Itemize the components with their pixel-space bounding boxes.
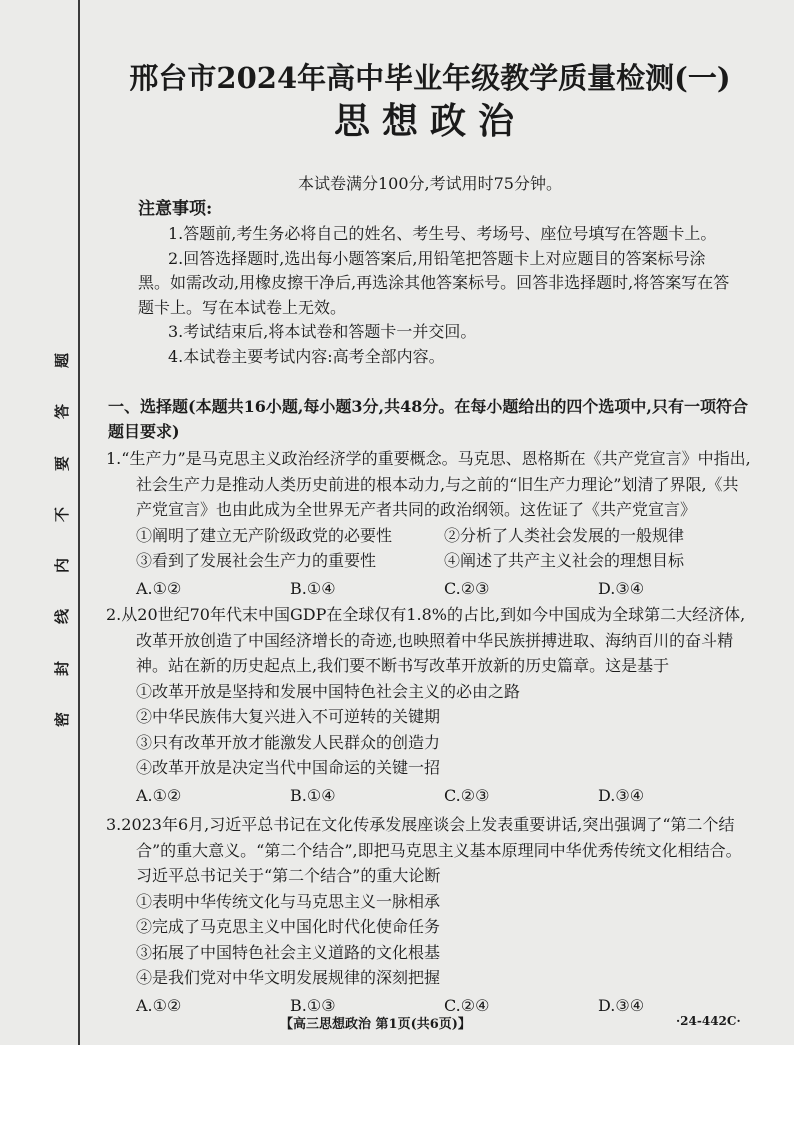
margin-char: 线 — [53, 609, 72, 625]
margin-char: 不 — [53, 506, 72, 522]
statement: ②完成了马克思主义中国化时代化使命任务 — [136, 917, 441, 936]
question-stem: 2.从20世纪70年代末中国GDP在全球仅有1.8%的占比,到如今中国成为全球第二大经济体,改革开放创造了中国经济增长的奇迹,也映照着中华民族拼搏进取、海纳百川的奋斗精神。站在新的历史起点上,我们要不断书写改革开放新的历史篇章。这是基于 — [106, 605, 746, 675]
margin-char: 封 — [53, 660, 72, 676]
statement: ②分析了人类社会发展的一般规律 — [444, 525, 685, 545]
statement: ①阐明了建立无产阶级政党的必要性 — [136, 525, 393, 545]
question-stem: 3.2023年6月,习近平总书记在文化传承发展座谈会上发表重要讲话,突出强调了“第二个结合”的重大意义。“第二个结合”,即把马克思主义基本原理同中华优秀传统文化相结合。习近平总书记关于“第二个结合”的重大论断 — [106, 815, 742, 885]
statement: ①改革开放是坚持和发展中国特色社会主义的必由之路 — [136, 681, 521, 701]
statement: ④改革开放是决定当代中国命运的关键一招 — [136, 758, 441, 777]
question-stem: 1.“生产力”是马克思主义政治经济学的重要概念。马克思、恩格斯在《共产党宣言》中指出,社会生产力是推动人类历史前进的根本动力,与之前的“旧生产力理论”划清了界限,《共产党宣言》也由此成为全世界无产者共同的政治纲领。这佐证了《共产党宣言》 — [106, 449, 751, 519]
statement: ④阐述了共产主义社会的理想目标 — [444, 551, 685, 570]
choice: C.②③ — [444, 578, 490, 598]
choice: B.①④ — [290, 785, 336, 805]
statement: ③看到了发展社会生产力的重要性 — [136, 551, 377, 570]
choice-row — [106, 576, 752, 602]
statement-row — [106, 523, 752, 549]
paper-code: ·24-442C· — [676, 1014, 741, 1028]
notes-heading: 注意事项: — [138, 199, 213, 219]
margin-char: 答 — [53, 404, 72, 420]
choice: D.③④ — [598, 578, 645, 598]
binding-margin-line — [78, 0, 80, 1045]
statement: ③拓展了中国特色社会主义道路的文化根基 — [136, 942, 441, 962]
statement: ④是我们党对中华文明发展规律的深刻把握 — [136, 968, 441, 987]
section-heading: 一、选择题(本题共16小题,每小题3分,共48分。在每小题给出的四个选项中,只有一项符合题目要求) — [108, 397, 748, 441]
margin-char: 内 — [53, 558, 72, 574]
note-item: 3.考试结束后,将本试卷和答题卡一并交回。 — [168, 322, 477, 341]
statement: ②中华民族伟大复兴进入不可逆转的关键期 — [136, 707, 441, 726]
choice: C.②③ — [444, 785, 490, 805]
note-item: 4.本试卷主要考试内容:高考全部内容。 — [168, 346, 445, 366]
question-3 — [106, 812, 752, 1018]
choice: B.①④ — [290, 578, 336, 598]
subject-title: 思想政治 — [333, 100, 526, 142]
note-item: 2.回答选择题时,选出每小题答案后,用铅笔把答题卡上对应题目的答案标号涂黑。如需改动,用橡皮擦干净后,再选涂其他答案标号。回答非选择题时,将答案写在答题卡上。写在本试卷上无效。 — [138, 248, 730, 317]
margin-char: 要 — [53, 455, 72, 471]
exam-info: 本试卷满分100分,考试用时75分钟。 — [298, 174, 562, 193]
binding-margin-notice — [50, 350, 74, 730]
statement-row — [106, 548, 752, 574]
question-2 — [106, 602, 752, 808]
statement: ③只有改革开放才能激发人民群众的创造力 — [136, 732, 441, 752]
choice-row — [106, 783, 752, 809]
margin-char: 题 — [53, 352, 72, 369]
choice: A.①② — [136, 785, 182, 805]
exam-header — [100, 58, 760, 144]
note-item: 1.答题前,考生务必将自己的姓名、考生号、考场号、座位号填写在答题卡上。 — [168, 224, 717, 243]
exam-title: 邢台市2024年高中毕业年级教学质量检测(一) — [129, 61, 731, 95]
choice: A.①② — [136, 995, 182, 1015]
choice: B.①③ — [290, 995, 336, 1015]
choice: A.①② — [136, 578, 182, 598]
choice: D.③④ — [598, 995, 645, 1015]
choice: C.②④ — [444, 995, 490, 1015]
statement: ①表明中华传统文化与马克思主义一脉相承 — [136, 891, 441, 911]
margin-char: 密 — [53, 711, 72, 727]
notes-list — [138, 222, 736, 369]
choice: D.③④ — [598, 785, 645, 805]
question-1 — [106, 446, 752, 601]
page-footer: 【高三思想政治 第1页(共6页)】 — [280, 1017, 471, 1032]
